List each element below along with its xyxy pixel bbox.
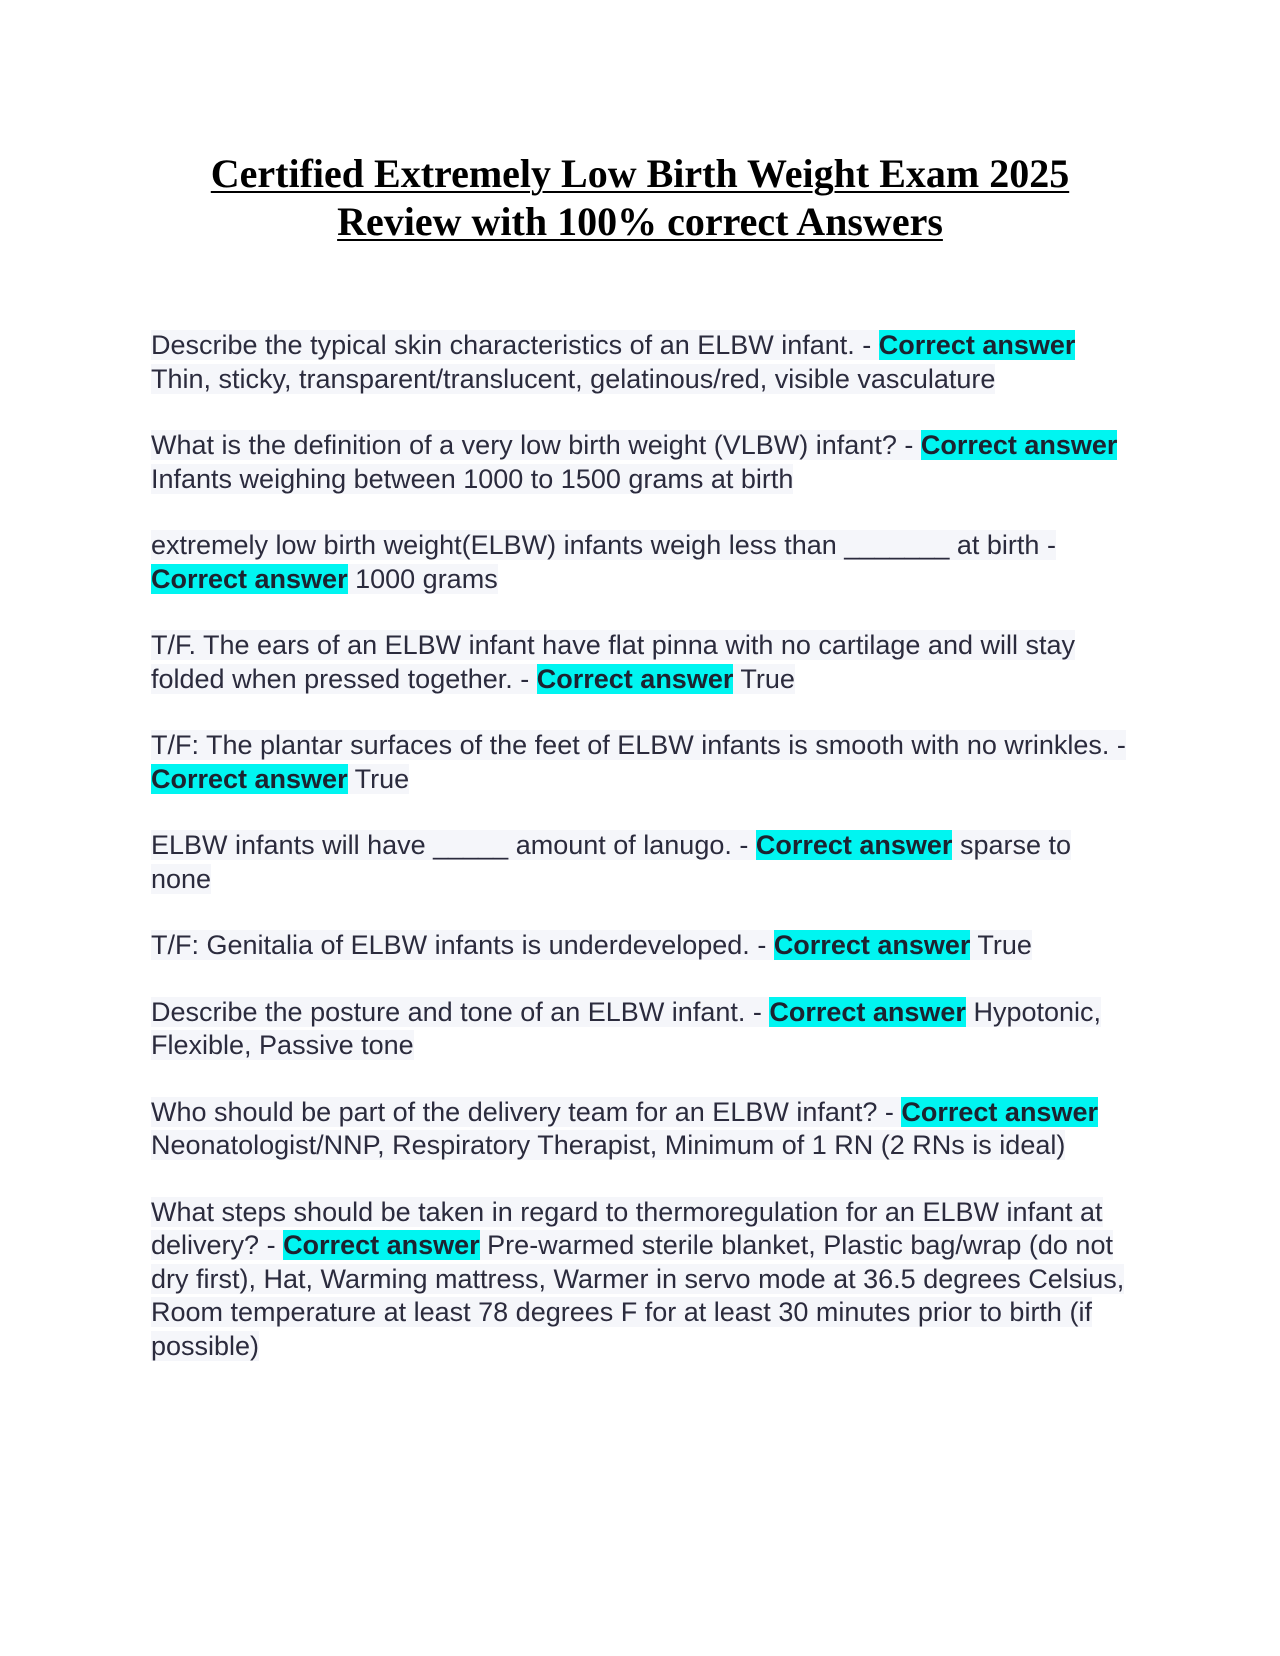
answer-text: Neonatologist/NNP, Respiratory Therapist, Minimum of 1 RN (2 RNs is ideal) xyxy=(151,1130,1066,1160)
correct-answer-marker: Correct answer xyxy=(769,996,966,1027)
question-text: ELBW infants will have _____ amount of lanugo. xyxy=(151,830,732,860)
separator: - xyxy=(749,930,774,960)
separator: - xyxy=(1109,730,1126,760)
qa-item xyxy=(151,329,1131,396)
qa-item xyxy=(151,929,1131,963)
separator: - xyxy=(512,663,537,694)
question-text: extremely low birth weight(ELBW) infants weigh less than _______ at birth xyxy=(151,530,1040,560)
document-title: Certified Extremely Low Birth Weight Exam 2025 Review with 100% correct Answers xyxy=(210,151,1070,244)
separator: - xyxy=(745,996,770,1027)
answer-text: Infants weighing between 1000 to 1500 grams at birth xyxy=(151,463,794,494)
separator: - xyxy=(731,830,756,860)
answer-text: sparse to none xyxy=(151,830,1072,894)
separator: - xyxy=(877,1096,902,1127)
question-text: Describe the posture and tone of an ELBW infant. xyxy=(151,996,746,1027)
answer-text: 1000 grams xyxy=(355,563,498,594)
qa-item xyxy=(151,729,1131,796)
correct-answer-marker: Correct answer xyxy=(878,330,1076,360)
answer-text: True xyxy=(740,663,795,694)
question-text: What steps should be taken in regard to thermoregulation for an ELBW infant at delivery? xyxy=(151,1196,1103,1260)
question-text: T/F: Genitalia of ELBW infants is underdeveloped. xyxy=(151,930,750,960)
answer-text: True xyxy=(354,763,410,794)
qa-item xyxy=(151,629,1131,696)
qa-item xyxy=(151,996,1131,1063)
separator: - xyxy=(259,1230,284,1260)
correct-answer-marker: Correct answer xyxy=(920,430,1118,460)
correct-answer-marker: Correct answer xyxy=(536,663,734,694)
qa-list xyxy=(151,329,1131,1396)
separator: - xyxy=(1039,530,1056,560)
separator: - xyxy=(854,330,879,360)
question-text: T/F: The plantar surfaces of the feet of ELBW infants is smooth with no wrinkles. xyxy=(151,730,1110,760)
answer-text: Pre-warmed sterile blanket, Plastic bag/wrap (do not dry first), Hat, Warming mattress, Warmer in servo mode at 36.5 degrees Celsius, Room temperature at least 78 degrees F for at least 30 minutes prior to birth (if possible) xyxy=(151,1230,1125,1361)
qa-item xyxy=(151,1096,1131,1163)
qa-item xyxy=(151,1196,1131,1364)
correct-answer-marker: Correct answer xyxy=(283,1230,480,1260)
qa-item xyxy=(151,529,1131,596)
question-text: Describe the typical skin characteristics of an ELBW infant. xyxy=(151,330,855,360)
question-text: T/F. The ears of an ELBW infant have flat pinna with no cartilage and will stay folded when pressed together. xyxy=(151,630,1075,694)
qa-item xyxy=(151,829,1131,896)
answer-text: Hypotonic, Flexible, Passive tone xyxy=(151,996,1102,1060)
question-text: Who should be part of the delivery team for an ELBW infant? xyxy=(151,1096,878,1127)
correct-answer-marker: Correct answer xyxy=(901,1096,1098,1127)
correct-answer-marker: Correct answer xyxy=(151,763,348,794)
answer-text: True xyxy=(977,930,1032,960)
qa-item xyxy=(151,429,1131,496)
correct-answer-marker: Correct answer xyxy=(755,830,953,860)
answer-text: Thin, sticky, transparent/translucent, gelatinous/red, visible vasculature xyxy=(151,363,996,394)
separator: - xyxy=(896,430,921,460)
correct-answer-marker: Correct answer xyxy=(151,563,348,594)
correct-answer-marker: Correct answer xyxy=(773,930,971,960)
question-text: What is the definition of a very low birth weight (VLBW) infant? xyxy=(151,430,897,460)
